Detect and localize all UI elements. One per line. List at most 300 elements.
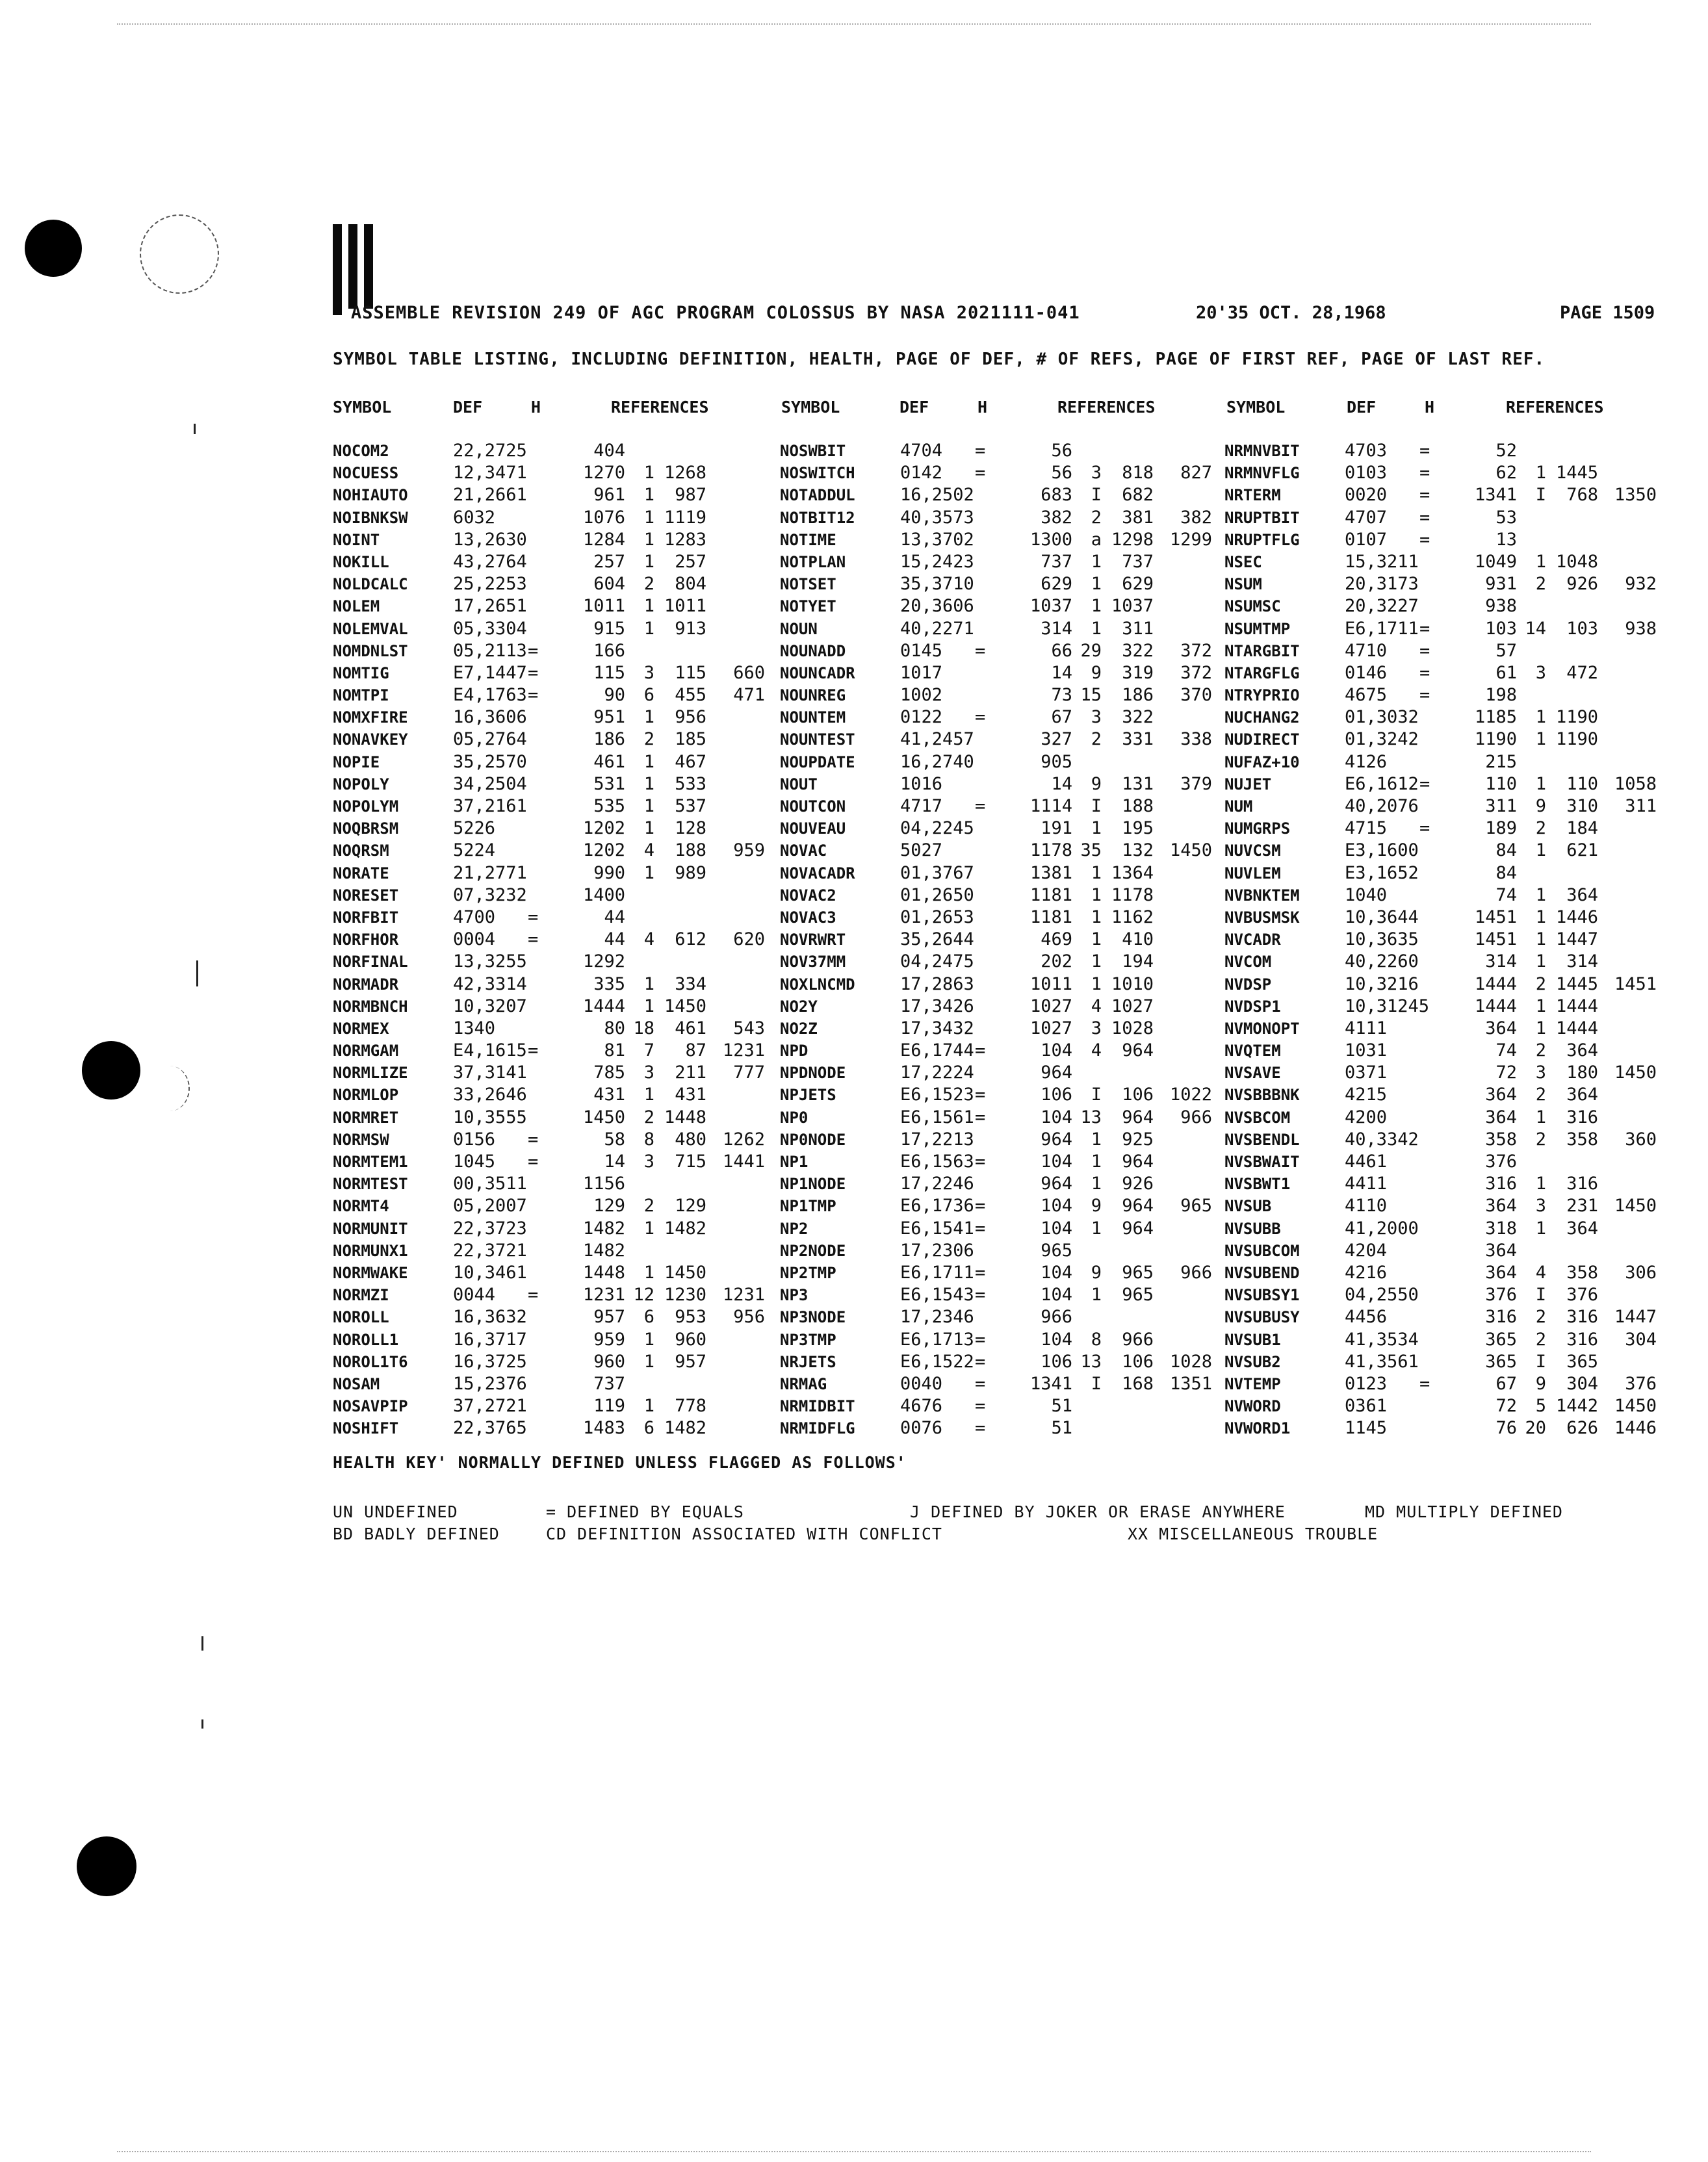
ref-count: 2 <box>643 574 654 595</box>
symbol-name: NORMADR <box>333 975 399 994</box>
ref-count: 1 <box>1091 596 1102 617</box>
symbol-definition: 37,3141 <box>453 1062 527 1083</box>
legend-equals: = DEFINED BY EQUALS <box>546 1502 744 1521</box>
def-page: 67 <box>1051 707 1072 728</box>
symbol-definition: 16,3632 <box>453 1307 527 1328</box>
symbol-name: NOTIME <box>780 530 836 549</box>
ref-count: 35 <box>1080 840 1102 861</box>
symbol-definition: 4110 <box>1345 1196 1388 1216</box>
symbol-name: NUJET <box>1224 775 1272 793</box>
symbol-row <box>333 795 775 817</box>
first-ref-page: 964 <box>1122 1040 1154 1061</box>
first-ref-page: 537 <box>675 796 706 816</box>
symbol-name: NVQTEM <box>1224 1042 1281 1061</box>
first-ref-page: 682 <box>1122 485 1154 506</box>
def-page: 14 <box>604 1152 625 1172</box>
symbol-row <box>780 1062 1222 1084</box>
symbol-definition: 10,3207 <box>453 996 527 1016</box>
def-page: 931 <box>1485 574 1517 595</box>
first-ref-page: 1442 <box>1555 1396 1598 1417</box>
last-ref-page: 1450 <box>1614 1062 1657 1083</box>
symbol-name: NOVAC <box>780 842 827 860</box>
symbol-name: NORMTEST <box>333 1175 408 1194</box>
symbol-health: = <box>1419 818 1430 839</box>
first-ref-page: 376 <box>1566 1285 1598 1306</box>
def-page: 1482 <box>582 1218 625 1239</box>
symbol-name: NORFBIT <box>333 908 399 927</box>
symbol-block-1 <box>333 440 775 1439</box>
last-ref-page: 360 <box>1625 1129 1657 1150</box>
symbol-name: NVSUBEND <box>1224 1263 1300 1282</box>
symbol-name: NORMTEM1 <box>333 1153 408 1171</box>
def-page: 1037 <box>1029 596 1072 617</box>
symbol-name: NO2Z <box>780 1019 818 1038</box>
ref-count: 2 <box>1535 1040 1546 1061</box>
symbol-name: NTRYPRIO <box>1224 686 1300 705</box>
legend-undefined: UN UNDEFINED <box>333 1502 458 1521</box>
symbol-name: NRMNVFLG <box>1224 464 1300 483</box>
ref-count: 9 <box>1535 796 1546 816</box>
first-ref-page: 818 <box>1122 463 1154 483</box>
symbol-row <box>780 1040 1222 1062</box>
def-page: 1027 <box>1029 996 1072 1016</box>
symbol-name: NTARGFLG <box>1224 663 1300 682</box>
first-ref-page: 472 <box>1566 662 1598 683</box>
ref-count: 1 <box>643 707 654 728</box>
symbol-name: NP3 <box>780 1286 809 1305</box>
def-page: 74 <box>1495 1040 1517 1061</box>
symbol-row <box>1224 1262 1686 1284</box>
symbol-definition: 1040 <box>1345 884 1388 905</box>
symbol-definition: 17,2213 <box>900 1129 974 1150</box>
def-page: 531 <box>593 773 625 794</box>
symbol-definition: 4704 <box>900 441 943 461</box>
ref-count: 1 <box>1535 951 1546 972</box>
symbol-row <box>780 1417 1222 1439</box>
symbol-name: NVTEMP <box>1224 1374 1281 1393</box>
ref-count: 1 <box>643 973 654 994</box>
def-page: 1190 <box>1474 729 1517 750</box>
def-page: 57 <box>1495 640 1517 661</box>
symbol-definition: E3,1600 <box>1345 840 1419 861</box>
symbol-definition: 0107 <box>1345 529 1388 550</box>
def-page: 965 <box>1041 1240 1072 1261</box>
def-page: 404 <box>593 441 625 461</box>
symbol-definition: 05,2764 <box>453 729 527 750</box>
ref-count: 1 <box>1535 840 1546 861</box>
symbol-row <box>1224 507 1686 529</box>
symbol-definition: 13,3255 <box>453 951 527 972</box>
symbol-health: = <box>1419 463 1430 483</box>
punch-hole-top <box>25 220 82 277</box>
def-page: 1076 <box>582 507 625 528</box>
col-def: DEF <box>453 398 483 417</box>
def-page: 1202 <box>582 818 625 839</box>
def-page: 44 <box>604 907 625 927</box>
symbol-health: = <box>975 1196 986 1216</box>
def-page: 74 <box>1495 884 1517 905</box>
last-ref-page: 1022 <box>1169 1085 1212 1105</box>
ref-count: 1 <box>1091 884 1102 905</box>
last-ref-page: 372 <box>1180 640 1212 661</box>
symbol-name: NP3NODE <box>780 1308 846 1327</box>
last-ref-page: 338 <box>1180 729 1212 750</box>
ref-count: 8 <box>643 1129 654 1150</box>
symbol-definition: 04,2475 <box>900 951 974 972</box>
first-ref-page: 926 <box>1566 574 1598 595</box>
symbol-name: NONAVKEY <box>333 730 408 749</box>
ref-count: 1 <box>1535 729 1546 750</box>
first-ref-page: 1444 <box>1555 1018 1598 1038</box>
def-page: 106 <box>1041 1351 1072 1372</box>
symbol-block-3 <box>1224 440 1686 1439</box>
symbol-definition: 04,2245 <box>900 818 974 839</box>
symbol-row <box>780 1262 1222 1284</box>
symbol-row <box>1224 973 1686 996</box>
def-page: 215 <box>1485 751 1517 772</box>
ref-count: 1 <box>1535 551 1546 572</box>
last-ref-page: 379 <box>1180 773 1212 794</box>
def-page: 129 <box>593 1196 625 1216</box>
first-ref-page: 180 <box>1566 1062 1598 1083</box>
symbol-name: NORMT4 <box>333 1197 389 1216</box>
symbol-definition: 15,2376 <box>453 1373 527 1394</box>
symbol-health: = <box>975 463 986 483</box>
symbol-name: NP1NODE <box>780 1175 846 1194</box>
def-page: 58 <box>604 1129 625 1150</box>
last-ref-page: 372 <box>1180 662 1212 683</box>
symbol-definition: 00,3511 <box>453 1174 527 1194</box>
symbol-name: NOPOLY <box>333 775 389 793</box>
symbol-name: NP2TMP <box>780 1263 836 1282</box>
symbol-row <box>780 907 1222 929</box>
symbol-health: = <box>528 929 539 950</box>
symbol-row <box>1224 1084 1686 1106</box>
def-page: 629 <box>1041 574 1072 595</box>
symbol-name: NVSUBB <box>1224 1219 1281 1238</box>
symbol-name: NP0 <box>780 1108 809 1127</box>
ref-count: 3 <box>643 1152 654 1172</box>
symbol-row <box>780 1195 1222 1217</box>
def-page: 364 <box>1485 1107 1517 1127</box>
col-symbol: SYMBOL <box>781 398 840 417</box>
symbol-definition: 1340 <box>453 1018 496 1038</box>
symbol-name: NOPOLYM <box>333 797 399 816</box>
symbol-name: NVCADR <box>1224 931 1281 949</box>
def-page: 1482 <box>582 1240 625 1261</box>
symbol-health: = <box>975 1285 986 1306</box>
first-ref-page: 956 <box>675 707 706 728</box>
symbol-row <box>1224 1395 1686 1417</box>
def-page: 1027 <box>1029 1018 1072 1038</box>
def-page: 358 <box>1485 1129 1517 1150</box>
first-ref-page: 168 <box>1122 1373 1154 1394</box>
ref-count: 1 <box>1091 973 1102 994</box>
symbol-name: NVSUB2 <box>1224 1352 1281 1371</box>
ref-count: 2 <box>643 729 654 750</box>
first-ref-page: 461 <box>675 1018 706 1038</box>
symbol-definition: 0145 <box>900 640 943 661</box>
last-ref-page: 1299 <box>1169 529 1212 550</box>
def-page: 1450 <box>582 1107 625 1127</box>
symbol-definition: 33,2646 <box>453 1085 527 1105</box>
ref-count: 1 <box>1091 862 1102 883</box>
symbol-definition: 20,3606 <box>900 596 974 617</box>
symbol-definition: 16,3606 <box>453 707 527 728</box>
def-page: 938 <box>1485 596 1517 617</box>
symbol-definition: 0156 <box>453 1129 496 1150</box>
symbol-definition: E6,1561 <box>900 1107 974 1127</box>
symbol-definition: 0020 <box>1345 485 1388 506</box>
def-page: 382 <box>1041 507 1072 528</box>
symbol-row <box>780 706 1222 728</box>
first-ref-page: 322 <box>1122 707 1154 728</box>
first-ref-page: 768 <box>1566 485 1598 506</box>
first-ref-page: 314 <box>1566 951 1598 972</box>
first-ref-page: 311 <box>1122 618 1154 639</box>
first-ref-page: 1450 <box>664 1262 706 1283</box>
symbol-name: NOUTCON <box>780 797 846 816</box>
symbol-definition: E6,1541 <box>900 1218 974 1239</box>
symbol-row <box>333 1084 775 1106</box>
ref-count: 1 <box>643 751 654 772</box>
symbol-name: NOLDCALC <box>333 575 408 594</box>
symbol-name: NVWORD <box>1224 1397 1281 1416</box>
def-page: 1011 <box>582 596 625 617</box>
def-page: 84 <box>1495 840 1517 861</box>
printer-bar-2 <box>348 224 357 309</box>
symbol-row <box>780 1306 1222 1328</box>
symbol-name: NUMGRPS <box>1224 819 1291 838</box>
symbol-row <box>780 973 1222 996</box>
first-ref-page: 1482 <box>664 1218 706 1239</box>
symbol-health: = <box>975 1329 986 1350</box>
symbol-row <box>333 1062 775 1084</box>
def-page: 115 <box>593 662 625 683</box>
symbol-definition: E6,1711 <box>1345 618 1419 639</box>
punch-hole-ring-middle <box>149 1066 190 1111</box>
symbol-name: NORMEX <box>333 1019 389 1038</box>
symbol-definition: 0123 <box>1345 1373 1388 1394</box>
ref-count: 29 <box>1080 640 1102 661</box>
symbol-definition: 41,3561 <box>1345 1351 1419 1372</box>
def-page: 62 <box>1495 463 1517 483</box>
symbol-row <box>1224 996 1686 1018</box>
symbol-definition: E6,1736 <box>900 1196 974 1216</box>
first-ref-page: 964 <box>1122 1196 1154 1216</box>
ref-count: 1 <box>643 818 654 839</box>
symbol-name: NTARGBIT <box>1224 641 1300 660</box>
symbol-name: NOKILL <box>333 552 389 571</box>
symbol-definition: 0040 <box>900 1373 943 1394</box>
symbol-row <box>780 795 1222 817</box>
last-ref-page: 1451 <box>1614 973 1657 994</box>
symbol-name: NO2Y <box>780 997 818 1016</box>
ref-count: I <box>1091 485 1102 506</box>
def-page: 376 <box>1485 1152 1517 1172</box>
symbol-definition: 22,3721 <box>453 1240 527 1261</box>
ref-count: 13 <box>1080 1107 1102 1127</box>
symbol-definition: 20,3227 <box>1345 596 1419 617</box>
symbol-health: = <box>528 1152 539 1172</box>
def-page: 66 <box>1051 640 1072 661</box>
symbol-row <box>1224 1284 1686 1306</box>
symbol-row <box>333 662 775 684</box>
symbol-health: = <box>1419 640 1430 661</box>
health-key-title: HEALTH KEY' NORMALLY DEFINED UNLESS FLAGGED AS FOLLOWS' <box>333 1453 907 1472</box>
symbol-row <box>780 684 1222 706</box>
symbol-row <box>333 1284 775 1306</box>
def-page: 959 <box>593 1329 625 1350</box>
def-page: 202 <box>1041 951 1072 972</box>
col-references: REFERENCES <box>611 398 709 417</box>
ref-count: 9 <box>1091 662 1102 683</box>
symbol-definition: 17,2651 <box>453 596 527 617</box>
symbol-row <box>333 1329 775 1351</box>
ref-count: 1 <box>643 551 654 572</box>
symbol-row <box>780 773 1222 795</box>
symbol-row <box>780 484 1222 506</box>
def-page: 737 <box>1041 551 1072 572</box>
first-ref-page: 358 <box>1566 1262 1598 1283</box>
symbol-definition: 4676 <box>900 1396 943 1417</box>
symbol-definition: 35,2644 <box>900 929 974 950</box>
symbol-definition: 40,3573 <box>900 507 974 528</box>
def-page: 56 <box>1051 441 1072 461</box>
symbol-row <box>1224 1151 1686 1173</box>
symbol-name: NP1 <box>780 1153 809 1171</box>
first-ref-page: 1230 <box>664 1285 706 1306</box>
symbol-definition: 5224 <box>453 840 496 861</box>
symbol-health: = <box>975 640 986 661</box>
first-ref-page: 316 <box>1566 1307 1598 1328</box>
symbol-name: NOLEM <box>333 597 380 616</box>
symbol-name: NRMNVBIT <box>1224 442 1300 460</box>
symbol-health: = <box>1419 529 1430 550</box>
def-page: 1448 <box>582 1262 625 1283</box>
symbol-definition: 13,3702 <box>900 529 974 550</box>
symbol-definition: 0361 <box>1345 1396 1388 1417</box>
ref-count: 3 <box>643 662 654 683</box>
ref-count: 4 <box>1535 1262 1546 1283</box>
stray-mark <box>194 424 196 434</box>
first-ref-page: 316 <box>1566 1329 1598 1350</box>
symbol-row <box>333 1240 775 1262</box>
symbol-row <box>333 996 775 1018</box>
ref-count: 8 <box>1091 1329 1102 1350</box>
last-ref-page: 1450 <box>1169 840 1212 861</box>
symbol-health: = <box>975 1351 986 1372</box>
symbol-name: NORMRET <box>333 1108 399 1127</box>
symbol-row <box>1224 1306 1686 1328</box>
symbol-row <box>333 751 775 773</box>
symbol-definition: 17,3432 <box>900 1018 974 1038</box>
def-page: 966 <box>1041 1307 1072 1328</box>
symbol-name: NOTSET <box>780 575 836 594</box>
symbol-row <box>1224 907 1686 929</box>
def-page: 364 <box>1485 1018 1517 1038</box>
symbol-row <box>780 929 1222 951</box>
symbol-row <box>333 884 775 907</box>
symbol-definition: 16,3717 <box>453 1329 527 1350</box>
def-page: 104 <box>1041 1152 1072 1172</box>
ref-count: 2 <box>1535 1129 1546 1150</box>
symbol-row <box>780 996 1222 1018</box>
def-page: 90 <box>604 685 625 706</box>
def-page: 469 <box>1041 929 1072 950</box>
symbol-name: NOTBIT12 <box>780 508 855 527</box>
symbol-row <box>1224 728 1686 751</box>
symbol-name: NRUPTBIT <box>1224 508 1300 527</box>
first-ref-page: 1190 <box>1555 729 1598 750</box>
symbol-row <box>333 684 775 706</box>
col-def: DEF <box>899 398 929 417</box>
symbol-row <box>1224 1107 1686 1129</box>
ref-count: 14 <box>1525 618 1546 639</box>
symbol-name: NORMZI <box>333 1286 389 1305</box>
ref-count: 1 <box>1535 929 1546 950</box>
symbol-row <box>1224 929 1686 951</box>
symbol-name: NOROLL1 <box>333 1330 399 1349</box>
symbol-row <box>333 551 775 573</box>
first-ref-page: 132 <box>1122 840 1154 861</box>
symbol-name: NPDNODE <box>780 1064 846 1083</box>
punch-hole-ring-top <box>140 214 219 294</box>
first-ref-page: 115 <box>675 662 706 683</box>
ref-count: 1 <box>643 529 654 550</box>
def-page: 1400 <box>582 884 625 905</box>
symbol-name: NOMTPI <box>333 686 389 705</box>
first-ref-page: 1119 <box>664 507 706 528</box>
def-page: 80 <box>604 1018 625 1038</box>
col-symbol: SYMBOL <box>333 398 392 417</box>
symbol-name: NVBNKTEM <box>1224 886 1300 905</box>
ref-count: 1 <box>1535 996 1546 1016</box>
symbol-definition: 6032 <box>453 507 496 528</box>
symbol-name: NRMIDFLG <box>780 1419 855 1438</box>
legend-joker: J DEFINED BY JOKER OR ERASE ANYWHERE <box>910 1502 1286 1521</box>
def-page: 72 <box>1495 1062 1517 1083</box>
symbol-definition: E7,1447 <box>453 662 527 683</box>
def-page: 737 <box>593 1373 625 1394</box>
symbol-definition: 35,3710 <box>900 574 974 595</box>
ref-count: 1 <box>643 1396 654 1417</box>
def-page: 905 <box>1041 751 1072 772</box>
symbol-name: NOQBRSM <box>333 819 399 838</box>
symbol-definition: 4710 <box>1345 640 1388 661</box>
symbol-health: = <box>1419 685 1430 706</box>
last-ref-page: 932 <box>1625 574 1657 595</box>
symbol-row <box>333 484 775 506</box>
def-page: 104 <box>1041 1107 1072 1127</box>
symbol-name: NP2 <box>780 1219 809 1238</box>
symbol-definition: 17,2863 <box>900 973 974 994</box>
first-ref-page: 715 <box>675 1152 706 1172</box>
def-page: 67 <box>1495 1373 1517 1394</box>
symbol-row <box>1224 662 1686 684</box>
def-page: 53 <box>1495 507 1517 528</box>
symbol-row <box>333 462 775 484</box>
ref-count: 1 <box>1091 1174 1102 1194</box>
symbol-row <box>780 951 1222 973</box>
symbol-definition: 25,2253 <box>453 574 527 595</box>
symbol-definition: 4715 <box>1345 818 1388 839</box>
symbol-definition: E6,1543 <box>900 1285 974 1306</box>
ref-count: 1 <box>643 507 654 528</box>
first-ref-page: 364 <box>1566 1218 1598 1239</box>
symbol-definition: 43,2764 <box>453 551 527 572</box>
symbol-definition: 37,2721 <box>453 1396 527 1417</box>
